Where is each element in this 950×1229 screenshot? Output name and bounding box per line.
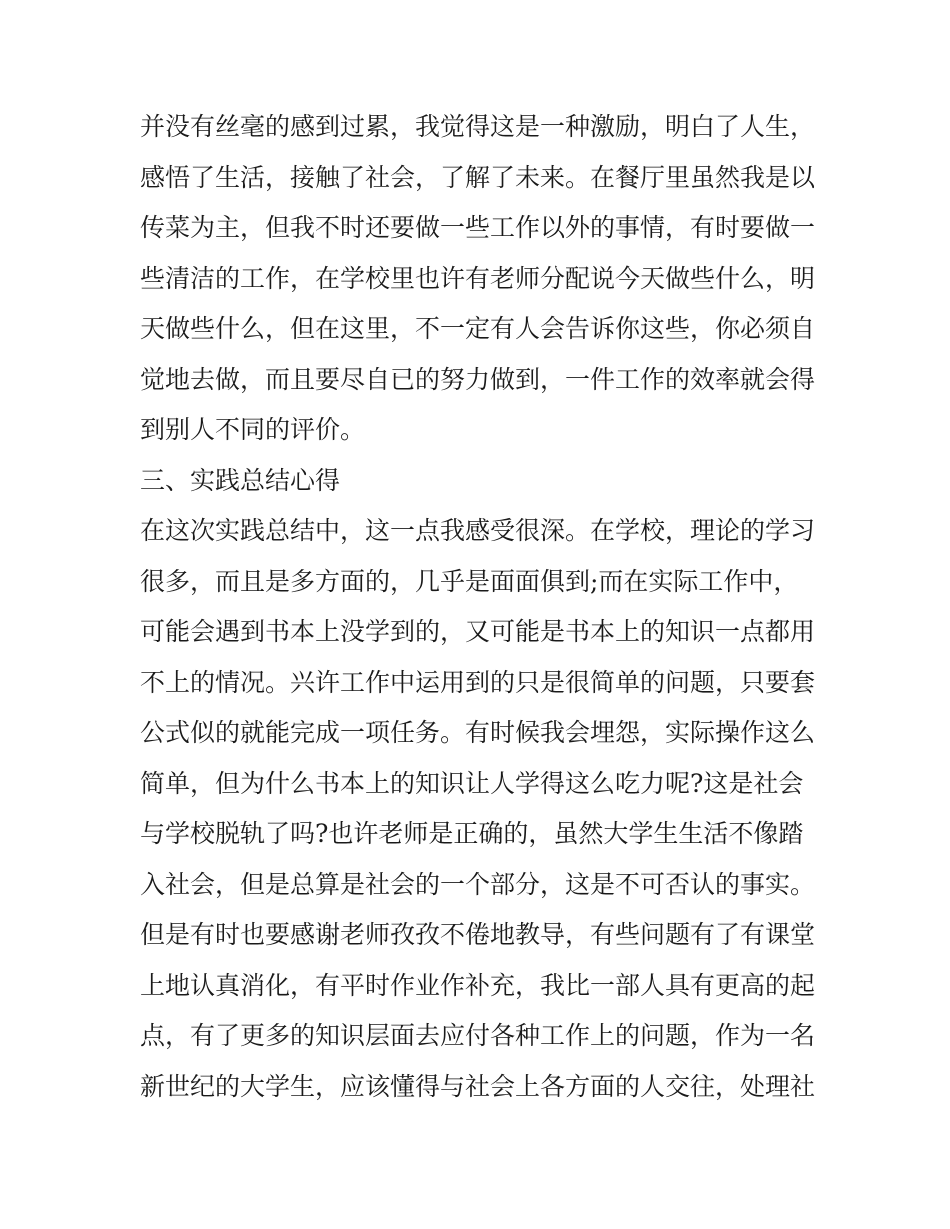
text-line: 到别人不同的评价。 <box>140 415 366 444</box>
text-line: 但是有时也要感谢老师孜孜不倦地教导，有些问题有了有课堂 <box>140 920 816 949</box>
body-text <box>140 102 820 1112</box>
text-line: 些清洁的工作，在学校里也许有老师分配说今天做些什么，明 <box>140 263 816 293</box>
text-line: 与学校脱轨了吗?也许老师是正确的，虽然大学生生活不像踏 <box>140 819 804 848</box>
section-heading: 三、实践总结心得 <box>140 465 341 495</box>
text-line: 可能会遇到书本上没学到的，又可能是书本上的知识一点都用 <box>140 617 816 646</box>
text-line: 并没有丝毫的感到过累，我觉得这是一种激励，明白了人生， <box>140 112 816 141</box>
text-line: 入社会，但是总算是社会的一个部分，这是不可否认的事实。 <box>140 869 816 899</box>
text-line: 觉地去做，而且要尽自已的努力做到，一件工作的效率就会得 <box>140 364 816 394</box>
text-line: 天做些什么，但在这里，不一定有人会告诉你这些，你必须自 <box>140 314 816 343</box>
text-line: 很多，而且是多方面的，几乎是面面俱到;而在实际工作中， <box>140 566 799 596</box>
text-line: 点，有了更多的知识层面去应付各种工作上的问题，作为一名 <box>140 1021 816 1050</box>
text-line: 公式似的就能完成一项任务。有时候我会埋怨，实际操作这么 <box>140 718 816 747</box>
text-line: 新世纪的大学生，应该懂得与社会上各方面的人交往，处理社 <box>140 1071 816 1101</box>
text-line: 上地认真消化，有平时作业作补充，我比一部人具有更高的起 <box>140 970 816 1000</box>
text-line: 简单，但为什么书本上的知识让人学得这么吃力呢?这是社会 <box>140 768 804 798</box>
text-line: 在这次实践总结中，这一点我感受很深。在学校，理论的学习 <box>140 516 816 545</box>
text-line: 感悟了生活，接触了社会，了解了未来。在餐厅里虽然我是以 <box>140 162 816 192</box>
text-line: 不上的情况。兴许工作中运用到的只是很简单的问题，只要套 <box>140 667 816 697</box>
text-line: 传菜为主，但我不时还要做一些工作以外的事情，有时要做一 <box>140 213 816 242</box>
